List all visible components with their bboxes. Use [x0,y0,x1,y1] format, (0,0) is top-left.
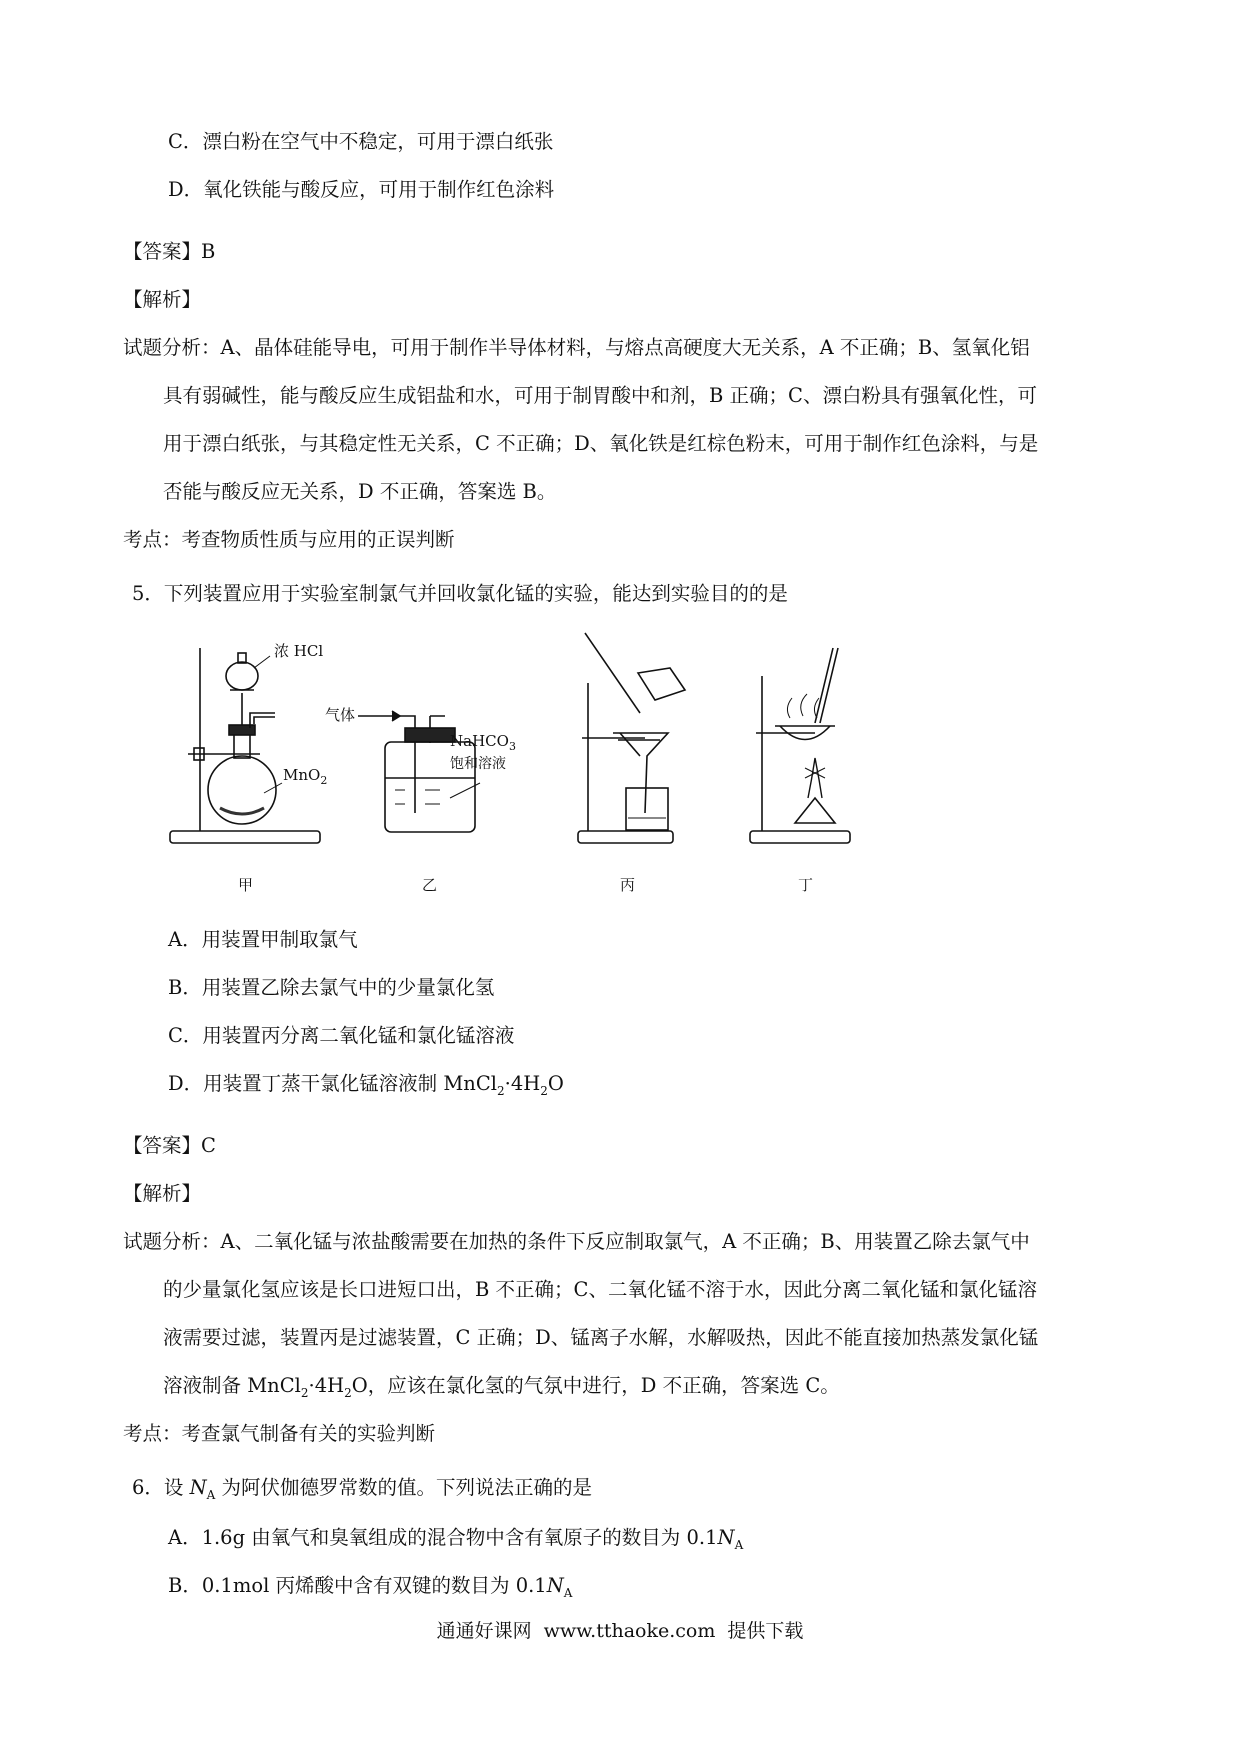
label-mno2: MnO$_2$ [283,766,328,787]
caption-jia: 甲 [238,876,254,894]
q4-option-d: D．氧化铁能与酸反应，可用于制作红色涂料 [168,178,555,201]
q5-option-b: B．用装置乙除去氯气中的少量氯化氢 [168,976,495,999]
footer-url[interactable]: www.tthaoke.com [543,1620,716,1642]
apparatus-bing [578,633,685,843]
q4-answer: 【答案】B [123,240,216,263]
q5-analysis-line: 液需要过滤，装置丙是过滤装置，C 正确；D、锰离子水解，水解吸热，因此不能直接加热蒸发氯化锰 [163,1326,1039,1349]
label-hcl: 浓 HCl [274,642,324,660]
label-gas: 气体 [325,706,356,724]
q5-stem: 5．下列装置应用于实验室制氯气并回收氯化锰的实验，能达到实验目的的是 [132,582,788,605]
q4-kaodian: 考点：考查物质性质与应用的正误判断 [123,528,455,551]
q4-analysis-line: 试题分析：A、晶体硅能导电，可用于制作半导体材料，与熔点高硬度大无关系，A 不正确；B、氢氧化铝 [123,336,1030,359]
q4-analysis-line: 用于漂白纸张，与其稳定性无关系，C 不正确；D、氧化铁是红棕色粉末，可用于制作红色涂料，与是 [163,432,1039,455]
apparatus-yi [325,706,516,832]
apparatus-ding [750,648,850,843]
caption-yi: 乙 [422,876,438,894]
caption-bing: 丙 [620,876,636,894]
q5-analysis-line: 试题分析：A、二氧化锰与浓盐酸需要在加热的条件下反应制取氯气，A 不正确；B、用装置乙除去氯气中 [123,1230,1030,1253]
q4-analysis-line: 具有弱碱性，能与酸反应生成铝盐和水，可用于制胃酸中和剂，B 正确；C、漂白粉具有强氧化性，可 [163,384,1037,407]
q5-option-a: A．用装置甲制取氯气 [168,928,358,951]
q5-option-c: C．用装置丙分离二氧化锰和氯化锰溶液 [168,1024,515,1047]
label-nahco3: NaHCO$_3$ [450,732,516,753]
page-footer [0,1618,1240,1644]
label-saturated: 饱和溶液 [450,756,506,772]
q5-kaodian: 考点：考查氯气制备有关的实验判断 [123,1422,436,1445]
q4-option-c: C．漂白粉在空气中不稳定，可用于漂白纸张 [168,130,554,153]
q6-option-a: A．1.6g 由氧气和臭氧组成的混合物中含有氧原子的数目为 $0.1N_A$ [168,1526,744,1552]
q4-analysis-heading: 【解析】 [123,288,202,311]
q4-analysis-line: 否能与酸反应无关系，D 不正确，答案选 B。 [163,480,557,503]
footer-site: 通通好课网 [436,1620,532,1642]
q5-analysis-line: 溶液制备 $MnCl_2\cdot 4H_2O$，应该在氯化氢的气氛中进行，D 不正确，答案选 C。 [163,1374,840,1400]
q6-stem: 6．设 $N_A$ 为阿伏伽德罗常数的值。下列说法正确的是 [132,1476,593,1502]
apparatus-figure [150,628,950,898]
q5-analysis-heading: 【解析】 [123,1182,202,1205]
apparatus-jia [170,642,327,843]
q5-option-d: D．用装置丁蒸干氯化锰溶液制 $MnCl_2\cdot 4H_2O$ [168,1072,564,1098]
q6-option-b: B．0.1mol 丙烯酸中含有双键的数目为 $0.1N_A$ [168,1574,573,1600]
q5-answer: 【答案】C [123,1134,216,1157]
footer-note: 提供下载 [727,1620,804,1642]
q5-analysis-line: 的少量氯化氢应该是长口进短口出，B 不正确；C、二氧化锰不溶于水，因此分离二氧化锰和氯化锰溶 [163,1278,1037,1301]
caption-ding: 丁 [798,876,814,894]
